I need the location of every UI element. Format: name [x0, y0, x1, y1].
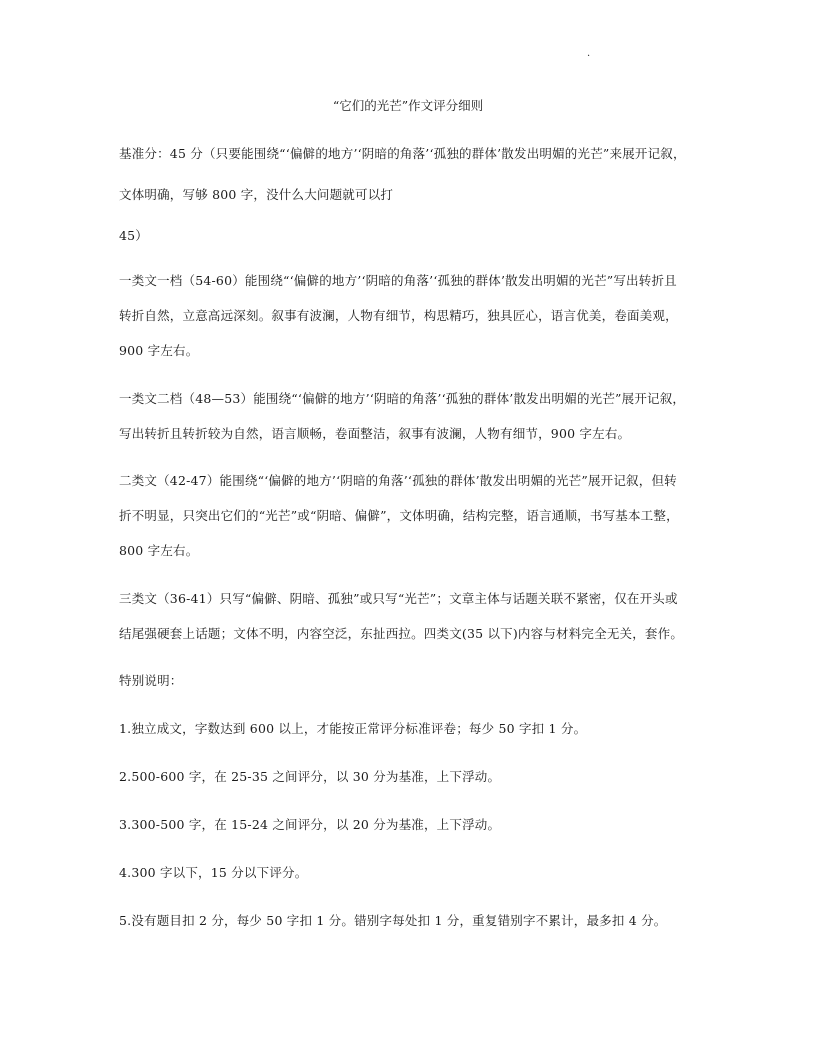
class1-tier2-line-1: 一类文二档（48—53）能围绕“‘偏僻的地方’‘阴暗的角落’‘孤独的群体’散发出明媚的光芒”展开记叙，	[119, 391, 686, 406]
special-item-3: 3.300-500 字，在 15-24 之间评分，以 20 分为基准，上下浮动。	[119, 817, 501, 832]
special-item-5: 5.没有题目扣 2 分，每少 50 字扣 1 分。错别字每处扣 1 分，重复错别字不累计，最多扣 4 分。	[119, 913, 667, 928]
class1-tier1-line-3: 900 字左右。	[119, 343, 199, 358]
special-item-2: 2.500-600 字，在 25-35 之间评分，以 30 分为基准，上下浮动。	[119, 769, 501, 784]
class1-tier1-line-2: 转折自然，立意高远深刻。叙事有波澜，人物有细节，构思精巧，独具匠心，语言优美，卷面美观，	[119, 308, 678, 323]
base-score-line-1: 基准分：45 分（只要能围绕“‘偏僻的地方’‘阴暗的角落’‘孤独的群体’散发出明媚的光芒”来展开记叙，	[119, 146, 686, 161]
class2-line-1: 二类文（42-47）能围绕“‘偏僻的地方’‘阴暗的角落’‘孤独的群体’散发出明媚的光芒”展开记叙，但转	[119, 473, 677, 488]
base-score-line-2: 文体明确，写够 800 字，没什么大问题就可以打	[119, 187, 394, 202]
special-heading: 特别说明：	[119, 673, 183, 688]
class2-line-3: 800 字左右。	[119, 543, 199, 558]
top-mark: ·	[587, 51, 591, 62]
class1-tier2-line-2: 写出转折且转折较为自然，语言顺畅，卷面整洁，叙事有波澜，人物有细节，900 字左右。	[119, 426, 631, 441]
base-score-line-3: 45）	[119, 228, 149, 243]
special-item-1: 1.独立成文，字数达到 600 以上，才能按正常评分标准评卷；每少 50 字扣 1 分。	[119, 721, 587, 736]
class2-line-2: 折不明显，只突出它们的“光芒”或“阴暗、偏僻”，文体明确，结构完整，语言通顺，书写基本工整，	[119, 508, 679, 523]
class3-line-1: 三类文（36-41）只写“偏僻、阴暗、孤独”或只写“光芒”；文章主体与话题关联不紧密，仅在开头或	[119, 591, 678, 606]
document-title: “它们的光芒”作文评分细则	[332, 98, 484, 113]
special-item-4: 4.300 字以下，15 分以下评分。	[119, 865, 308, 880]
class1-tier1-line-1: 一类文一档（54-60）能围绕“‘偏僻的地方’‘阴暗的角落’‘孤独的群体’散发出明媚的光芒”写出转折且	[119, 273, 677, 288]
class3-line-2: 结尾强硬套上话题；文体不明，内容空泛，东扯西拉。四类文(35 以下)内容与材料完全无关，套作。	[119, 626, 684, 641]
